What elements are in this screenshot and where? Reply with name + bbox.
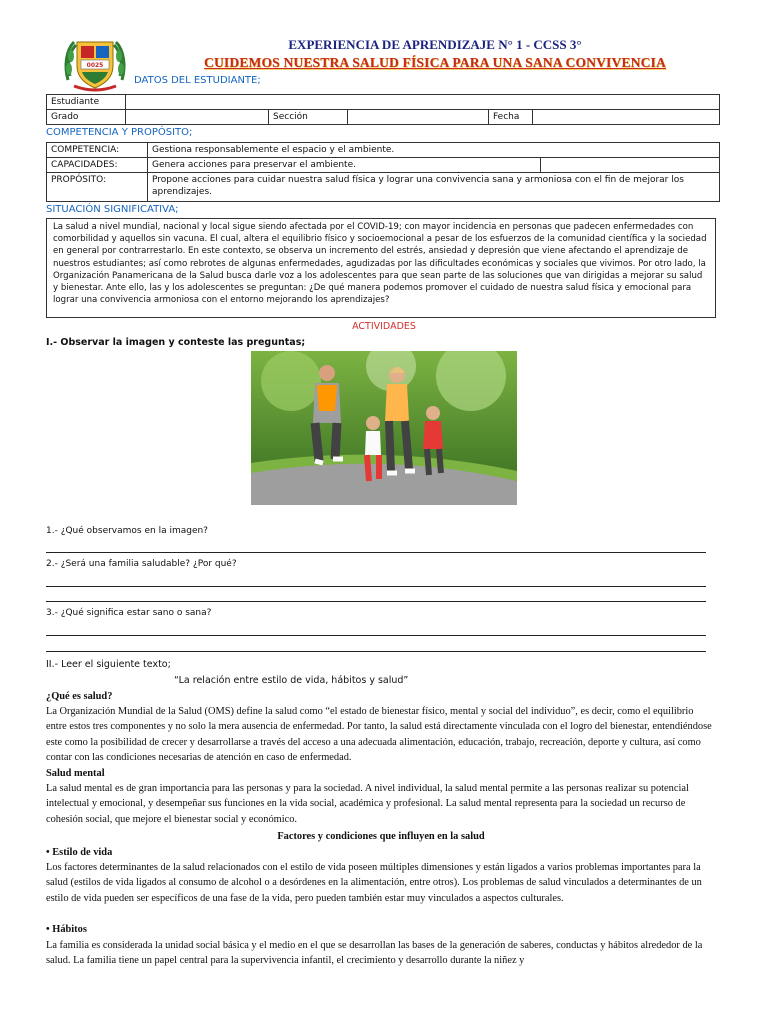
competence-heading: COMPETENCIA Y PROPÓSITO; — [46, 127, 193, 138]
health-paragraph: La Organización Mundial de la Salud (OMS) define la salud como “el estado de bienestar físico, mental y social del individuo”, es decir, como el equilibrio entre estos tres componentes y no solo la mera ausencia de enfermedad. Por tanto, la salud está directamente vinculada con el logro del bienestar, entendiéndose este como la posibilidad de crecer y desarrollarse a través del acceso a una adecuada alimentación, educación, trabajo, recreación, deporte y cultura, así como contar con las condiciones necesarias de atención en caso de enfermedad. — [46, 706, 712, 764]
situation-text-box — [46, 218, 716, 318]
part-two-instruction: II.- Leer el siguiente texto; — [46, 659, 171, 670]
health-question-heading: ¿Qué es salud? — [46, 691, 113, 702]
activities-heading: ACTIVIDADES — [352, 321, 416, 332]
mental-health-heading: Salud mental — [46, 768, 105, 779]
family-running-photo — [251, 351, 517, 505]
reading-title: “La relación entre estilo de vida, hábitos y salud” — [174, 675, 409, 686]
capacities-value: Genera acciones para preservar el ambiente. — [148, 158, 541, 173]
habits-paragraph: La familia es considerada la unidad social básica y el medio en el que se desarrollan las bases de la generación de saberes, conductas y hábitos alrededor de la salud. La familia tiene un papel central para la supervivencia infantil, el crecimiento y desarrollo durante la niñez y — [46, 940, 703, 967]
student-data-heading: DATOS DEL ESTUDIANTE; — [134, 75, 261, 86]
competence-value: Gestiona responsablemente el espacio y el ambiente. — [148, 143, 720, 158]
capacities-extra-cell — [541, 158, 720, 173]
factors-heading: Factores y condiciones que influyen en la salud — [277, 831, 485, 842]
question-3: 3.- ¿Qué significa estar sano o sana? — [46, 608, 212, 618]
student-data-table — [46, 94, 720, 125]
grade-label: Grado — [47, 110, 126, 125]
answer-line-1[interactable] — [46, 552, 706, 553]
date-label: Fecha — [489, 110, 533, 125]
mental-health-paragraph: La salud mental es de gran importancia para las personas y para la sociedad. A nivel individual, la salud mental permite a las personas realizar su potencial intelectual y emocional, y desempeñar sus funciones en la vida social, académica y profesional. La salud mental representa para la sociedad un recurso de cohesión social, que mejore el bienestar social y económico. — [46, 783, 689, 825]
question-1: 1.- ¿Qué observamos en la imagen? — [46, 526, 208, 536]
section-label: Sección — [269, 110, 348, 125]
situation-heading: SITUACIÓN SIGNIFICATIVA; — [46, 204, 179, 215]
habits-heading: • Hábitos — [46, 924, 87, 935]
situation-text: La salud a nivel mundial, nacional y local sigue siendo afectada por el COVID-19; con mayor incidencia en personas que padecen enfermedades con comorbilidad y aquellos sin vacuna. El cual, altera el equilibrio físico y socioemocional a pesar de los esfuerzos de la comunidad científica y la sociedad en general por contrarrestarlo. En este contexto, se observa un incremento del estrés, ansiedad y depresión que viene afectando el aprendizaje de nuestros estudiantes; así como rebrotes de algunas enfermedades, agudizadas por las dificultades económicas y sociales que vivimos. Por otro lado, la Organización Panamericana de la Salud busca darle voz a los adolescentes para que sean parte de las soluciones que van dirigidas a mejorar su salud y bienestar. Ante ello, las y los adolescentes se preguntan: ¿De qué manera podemos promover el cuidado de nuestra salud física y emocional para lograr una convivencia armoniosa con el entorno mejorando los aprendizajes? — [53, 222, 707, 306]
competence-label: COMPETENCIA: — [47, 143, 148, 158]
logo-number: 0025 — [86, 62, 104, 69]
lifestyle-heading: • Estilo de vida — [46, 847, 113, 858]
answer-line-3b[interactable] — [46, 651, 706, 652]
date-field[interactable] — [533, 110, 720, 125]
purpose-value: Propone acciones para cuidar nuestra salud física y lograr una convivencia sana y armoniosa con el fin de mejorar los aprendizajes. — [148, 173, 720, 202]
student-label: Estudiante — [47, 95, 126, 110]
page-title: EXPERIENCIA DE APRENDIZAJE N° 1 - CCSS 3° — [288, 37, 582, 52]
answer-line-2a[interactable] — [46, 586, 706, 587]
answer-line-3a[interactable] — [46, 635, 706, 636]
part-one-instruction: I.- Observar la imagen y conteste las preguntas; — [46, 337, 306, 348]
student-name-field[interactable] — [126, 95, 720, 110]
question-2: 2.- ¿Será una familia saludable? ¿Por qué? — [46, 559, 237, 569]
lifestyle-paragraph: Los factores determinantes de la salud relacionados con el estilo de vida poseen múltiples dimensiones y están ligados a varios problemas importantes para la salud (estilos de vida ligados al consumo de alcohol o a desórdenes en la alimentación, entre otros). Los problemas de salud vinculados a determinantes de un estilo de vida pueden ser específicos de una fase de la vida, pero pueden también estar muy vinculados a aspectos culturales. — [46, 862, 702, 904]
competence-table — [46, 142, 720, 202]
section-field[interactable] — [348, 110, 489, 125]
page-subtitle: CUIDEMOS NUESTRA SALUD FÍSICA PARA UNA SANA CONVIVENCIA — [204, 55, 666, 70]
purpose-label: PROPÓSITO: — [47, 173, 148, 202]
school-crest-logo — [62, 36, 128, 94]
grade-field[interactable] — [126, 110, 269, 125]
answer-line-2b[interactable] — [46, 601, 706, 602]
capacities-label: CAPACIDADES: — [47, 158, 148, 173]
